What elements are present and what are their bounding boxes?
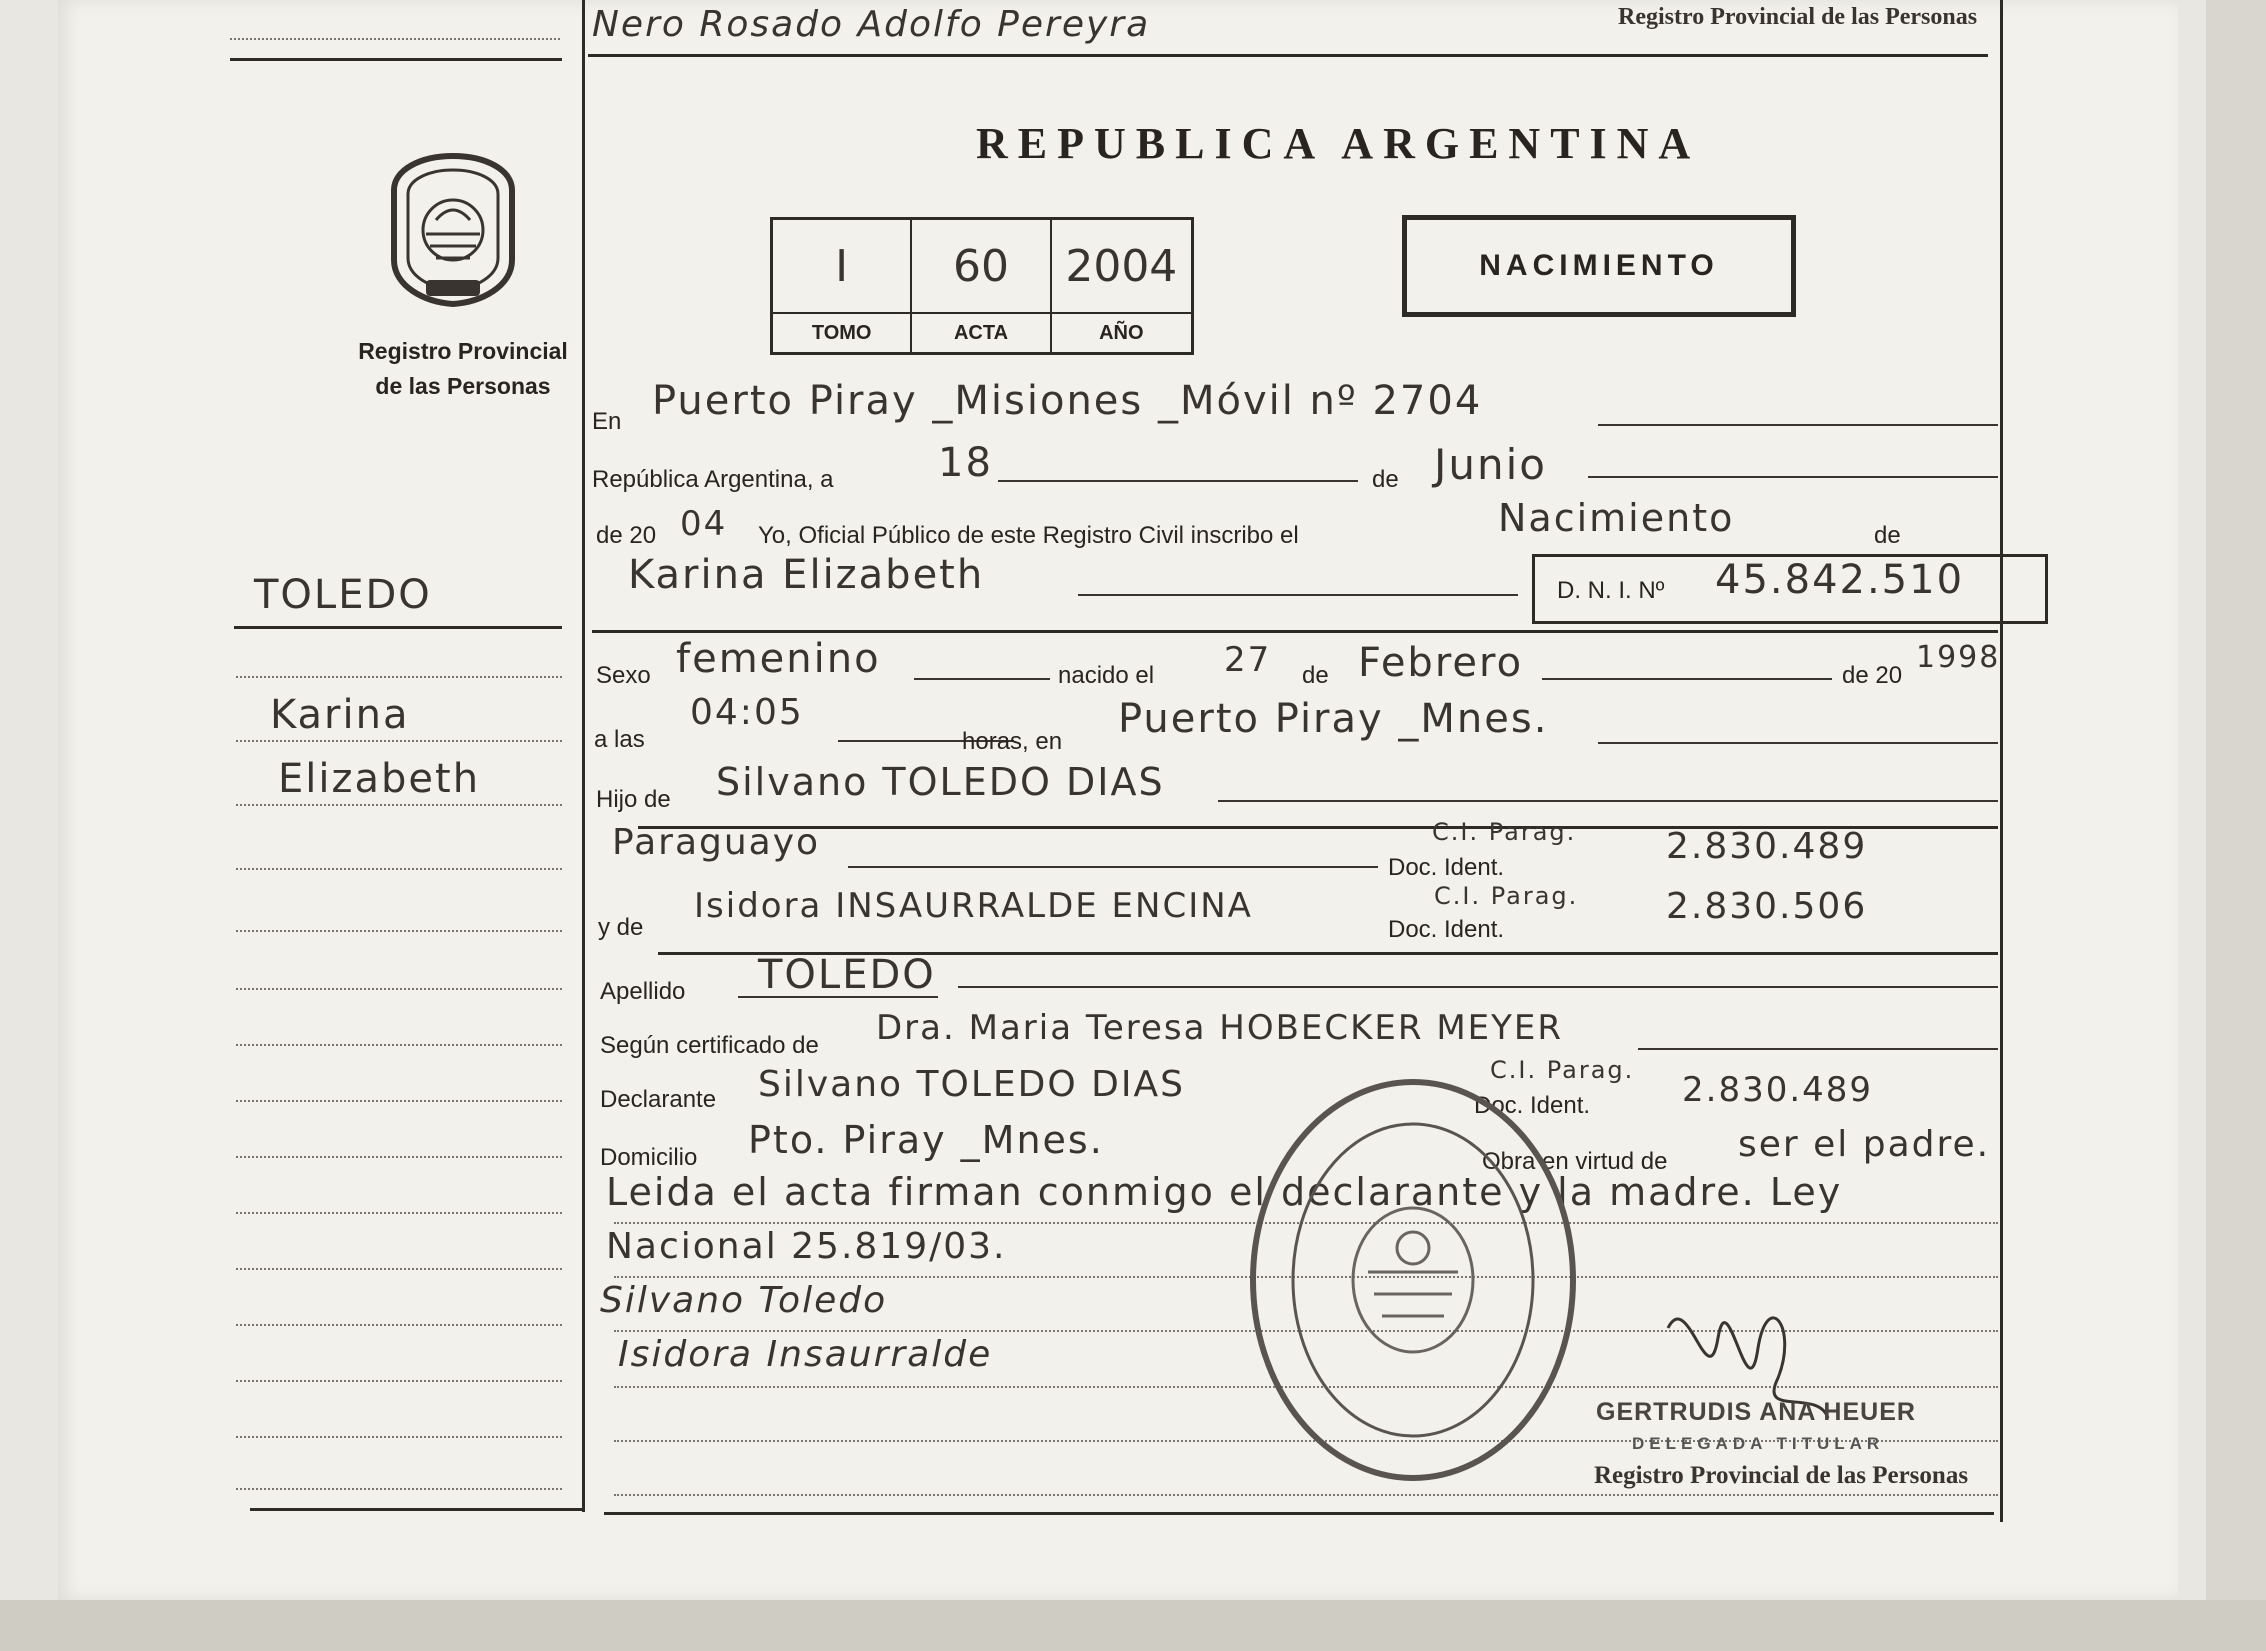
mother-doc: 2.830.506 (1666, 886, 1868, 927)
apellido-label: Apellido (600, 978, 686, 1005)
official-role: DELEGADA TITULAR (1632, 1434, 1885, 1453)
domicilio-value: Pto. Piray _Mnes. (748, 1118, 1104, 1162)
left-surname-line (234, 626, 562, 629)
left-dots-10 (236, 1212, 562, 1214)
acta-value: 60 (912, 220, 1051, 312)
notes-line-2: Nacional 25.819/03. (606, 1226, 1007, 1267)
horas-label: horas, en (962, 728, 1063, 755)
notes-line-1: Leida el acta firman conmigo el declarante y la madre. Ley (606, 1170, 1843, 1214)
year-value: 04 (680, 504, 728, 544)
left-dots-2 (236, 740, 562, 742)
father-nationality: Paraguayo (612, 822, 821, 863)
month-value: Junio (1434, 440, 1547, 489)
birth-place-line (1598, 742, 1998, 744)
left-dots-7 (236, 1044, 562, 1046)
ano-value: 2004 (1065, 240, 1178, 292)
de-label-2: de (1874, 522, 1901, 549)
dni-label: D. N. I. Nº (1557, 577, 1665, 604)
yde-label: y de (598, 914, 644, 941)
tomo-label: TOMO (773, 312, 912, 352)
obra-label: Obra en virtud de (1482, 1148, 1668, 1175)
official-name: GERTRUDIS ANA HEUER (1596, 1398, 1916, 1426)
doc-label-father: Doc. Ident. (1388, 854, 1505, 881)
left-given-2: Elizabeth (278, 756, 481, 802)
left-dots-9 (236, 1156, 562, 1158)
form-dots-6 (614, 1494, 1998, 1496)
nacido-label: nacido el (1058, 662, 1155, 689)
left-dots-15 (236, 1488, 562, 1490)
day-line (998, 480, 1358, 482)
birth-month-line (1542, 678, 1832, 680)
segun-value: Dra. Maria Teresa HOBECKER MEYER (876, 1008, 1564, 1048)
father-line (1218, 800, 1998, 802)
hijo-label: Hijo de (596, 786, 671, 813)
bottom-rule-right (604, 1512, 1994, 1515)
top-rule-left (230, 58, 562, 61)
birth-month: Febrero (1358, 640, 1524, 686)
father-nat-line (848, 866, 1378, 868)
apellido-underline (738, 996, 938, 998)
mother-name: Isidora INSAURRALDE ENCINA (694, 886, 1253, 926)
de-label: de (1372, 466, 1399, 493)
segun-line (1638, 1048, 1998, 1050)
signature-father: Silvano Toledo (600, 1280, 888, 1321)
left-given-1: Karina (270, 692, 410, 738)
decl-doc: 2.830.489 (1682, 1070, 1874, 1110)
mother-doc-type: C.I. Parag. (1434, 882, 1579, 910)
sexo-label: Sexo (596, 662, 651, 689)
name-line (1078, 594, 1518, 596)
sexo-value: femenino (676, 636, 881, 682)
left-registry-line2: de las Personas (375, 373, 551, 399)
bottom-rule-left (250, 1508, 582, 1511)
acta-label: ACTA (912, 312, 1051, 352)
de20-label-2: de 20 (1842, 662, 1903, 689)
left-dots-14 (236, 1436, 562, 1438)
left-dots-13 (236, 1380, 562, 1382)
doc-label-mother: Doc. Ident. (1388, 916, 1505, 943)
left-dots-3 (236, 804, 562, 806)
official-registry: Registro Provincial de las Personas (1594, 1462, 1969, 1489)
act-value: Nacimiento (1498, 496, 1735, 540)
father-name: Silvano TOLEDO DIAS (716, 760, 1165, 804)
birth-place: Puerto Piray _Mnes. (1118, 696, 1549, 742)
right-border (2000, 0, 2003, 1522)
record-type-box (1402, 215, 1796, 317)
binding-shadow (0, 1600, 2266, 1651)
father-doc-type: C.I. Parag. (1432, 818, 1577, 846)
apellido-line (958, 986, 1998, 988)
top-dots-left (230, 38, 560, 40)
declarante-label: Declarante (600, 1086, 717, 1113)
left-dots-1 (236, 676, 562, 678)
apellido-value: TOLEDO (758, 952, 936, 998)
doc-label-decl: Doc. Ident. (1474, 1092, 1591, 1119)
yo-label: Yo, Oficial Público de este Registro Civil inscribo el (758, 522, 1299, 549)
left-dots-12 (236, 1324, 562, 1326)
father-doc: 2.830.489 (1666, 826, 1868, 867)
page-edge (2206, 0, 2266, 1651)
left-dots-4 (236, 868, 562, 870)
reference-table (770, 217, 1194, 355)
en-value: Puerto Piray _Misiones _Móvil nº 2704 (652, 378, 1483, 424)
dni-value: 45.842.510 (1715, 557, 1965, 603)
left-surname: TOLEDO (254, 572, 432, 618)
declarante-value: Silvano TOLEDO DIAS (758, 1064, 1185, 1105)
signature-mother: Isidora Insaurralde (618, 1334, 993, 1375)
alas-label: a las (594, 726, 645, 753)
ano-label: AÑO (1052, 312, 1191, 352)
left-dots-6 (236, 988, 562, 990)
dni-box (1532, 554, 2048, 624)
en-line (1598, 424, 1998, 426)
left-registry-line1: Registro Provincial (358, 338, 568, 364)
top-rule-right (588, 54, 1988, 57)
segun-label: Según certificado de (600, 1032, 819, 1059)
left-column-border (582, 0, 585, 1512)
left-dots-5 (236, 930, 562, 932)
misiones-emblem-icon (386, 150, 520, 308)
top-registry-stamp: Registro Provincial de las Personas (1618, 4, 1978, 30)
birth-year: 1998 (1916, 640, 2001, 675)
de20-label: de 20 (596, 522, 657, 549)
document-title: REPUBLICA ARGENTINA (976, 119, 1701, 168)
de-label-3: de (1302, 662, 1329, 689)
mid-rule (592, 630, 1998, 633)
top-signatures: Nero Rosado Adolfo Pereyra (592, 4, 1151, 45)
month-line (1588, 476, 1998, 478)
left-registry-label (328, 334, 598, 404)
en-label: En (592, 408, 622, 435)
day-value: 18 (938, 440, 993, 486)
hour-value: 04:05 (690, 692, 804, 733)
sexo-line (914, 678, 1050, 680)
domicilio-label: Domicilio (600, 1144, 698, 1171)
decl-doc-type: C.I. Parag. (1490, 1056, 1635, 1084)
certificate-page (58, 0, 2178, 1600)
left-dots-8 (236, 1100, 562, 1102)
obra-value: ser el padre. (1738, 1124, 1991, 1165)
tomo-value: I (773, 220, 912, 312)
record-type: NACIMIENTO (1479, 249, 1719, 282)
left-dots-11 (236, 1268, 562, 1270)
republica-label: República Argentina, a (592, 466, 834, 493)
birth-day: 27 (1224, 640, 1272, 680)
official-stamp-seal (1244, 1072, 1582, 1488)
name-value: Karina Elizabeth (628, 552, 985, 598)
